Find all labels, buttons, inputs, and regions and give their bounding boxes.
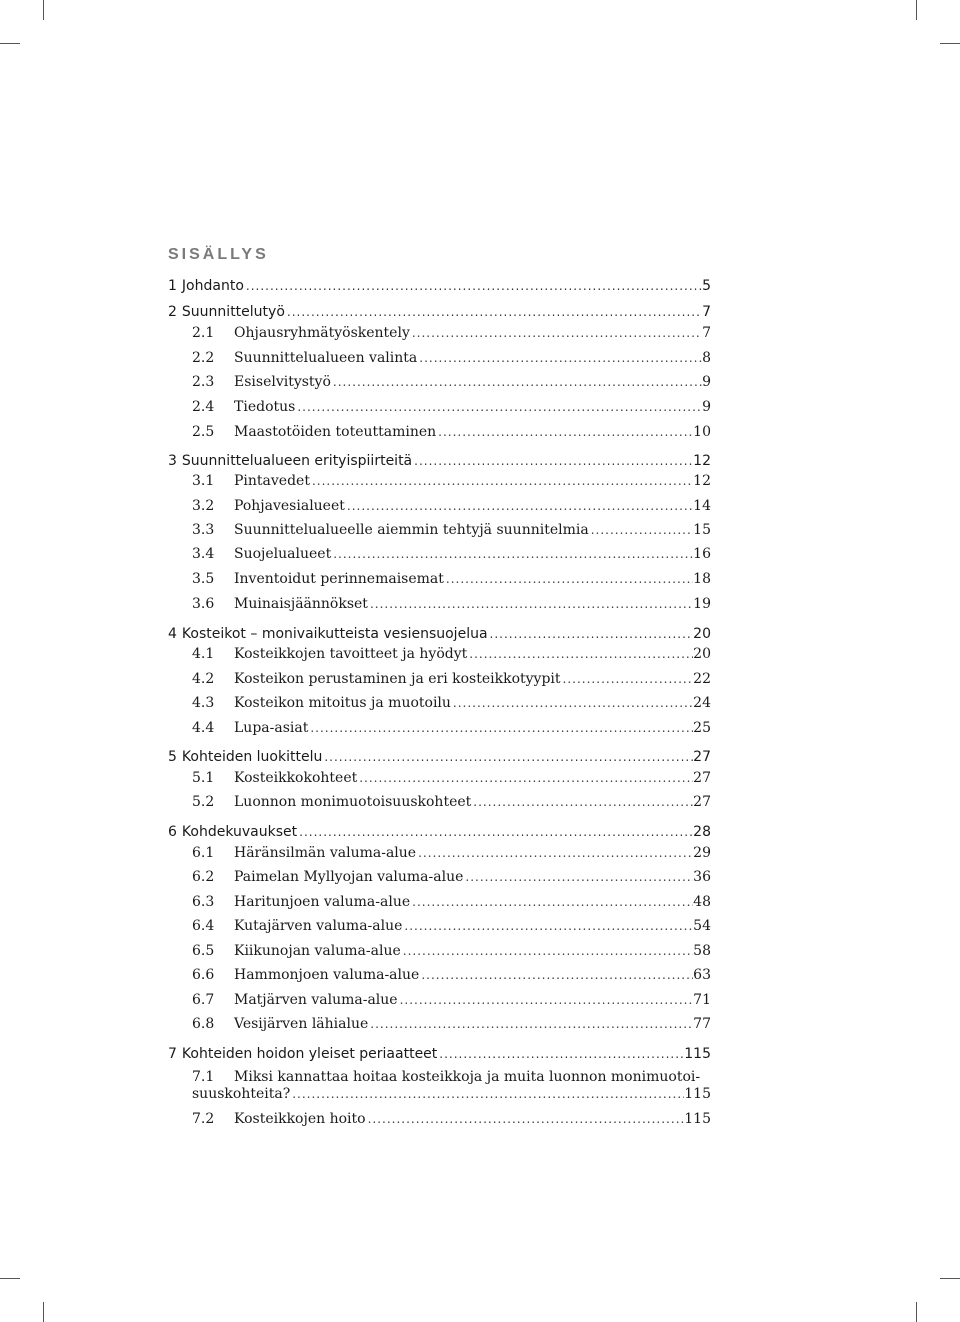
dot-leader (451, 696, 693, 710)
dot-leader (357, 771, 693, 785)
toc-entry[interactable]: 3.1 Pintavedet ..... 12 (168, 473, 711, 489)
toc-entry[interactable]: 3 Suunnittelualueen erityispiirteitä ..... 12 (168, 453, 711, 469)
toc-entry-label: Miksi kannattaa hoitaa kosteikkoja ja muita luonnon monimuotoi- (234, 1069, 701, 1085)
dot-leader (331, 375, 702, 389)
toc-entry-label: Kosteikkojen tavoitteet ja hyödyt (234, 646, 468, 662)
dot-leader (244, 279, 702, 293)
toc-page-number: 14 (693, 498, 711, 514)
toc-entry[interactable]: 6.6 Hammonjoen valuma-alue ..... 63 (168, 967, 711, 983)
toc-entry-label: Tiedotus (234, 399, 296, 415)
toc-entry[interactable]: 5.2 Luonnon monimuotoisuuskohteet ..... 27 (168, 794, 711, 810)
toc-entry-label: Häränsilmän valuma-alue (234, 845, 417, 861)
toc-entry[interactable]: 6.3 Haritunjoen valuma-alue ..... 48 (168, 894, 711, 910)
toc-entry-label: Kosteikot – monivaikutteista vesiensuojelua (181, 626, 488, 642)
crop-mark (916, 0, 917, 20)
dot-leader (285, 305, 702, 319)
dot-leader (366, 1112, 685, 1126)
dot-leader (398, 993, 694, 1007)
toc-entry-label: Lupa-asiat (234, 720, 309, 736)
toc-page-number: 22 (693, 671, 711, 687)
toc-entry[interactable] (168, 1086, 711, 1102)
toc-entry[interactable]: 6.7 Matjärven valuma-alue ..... 71 (168, 992, 711, 1008)
toc-page-number: 71 (693, 992, 711, 1008)
dot-leader (463, 870, 693, 884)
toc-entry[interactable]: 4 Kosteikot – monivaikutteista vesiensuojelua ..... 20 (168, 626, 711, 642)
toc-page-number: 29 (693, 845, 711, 861)
crop-mark (940, 1278, 960, 1279)
toc-page-number: 48 (693, 894, 711, 910)
toc-page-number: 27 (693, 749, 711, 765)
toc-entry[interactable]: 3.5 Inventoidut perinnemaisemat ..... 18 (168, 571, 711, 587)
toc-entry-label: Kosteikkokohteet (234, 770, 358, 786)
toc-entry[interactable]: 7.2 Kosteikkojen hoito ..... 115 (168, 1111, 711, 1127)
toc-entry-label: Suunnittelualueelle aiemmin tehtyjä suunnitelmia (234, 522, 589, 538)
toc-entry-label: Hammonjoen valuma-alue (234, 967, 420, 983)
toc-entry[interactable]: 5.1 Kosteikkokohteet ..... 27 (168, 770, 711, 786)
toc-entry-label: Kutajärven valuma-alue (234, 918, 403, 934)
dot-leader (310, 474, 693, 488)
toc-page-number: 10 (693, 424, 711, 440)
toc-page-number: 20 (693, 646, 711, 662)
dot-leader (416, 846, 693, 860)
crop-mark (916, 1302, 917, 1322)
toc-entry[interactable]: 3.3 Suunnittelualueelle aiemmin tehtyjä suunnitelmia ..... 15 (168, 522, 711, 538)
dot-leader (410, 895, 693, 909)
dot-leader (322, 750, 693, 764)
toc-entry[interactable]: 6.2 Paimelan Myllyojan valuma-alue ..... 36 (168, 869, 711, 885)
dot-leader (368, 1017, 693, 1031)
toc-entry[interactable]: 2.2 Suunnittelualueen valinta ..... 8 (168, 350, 711, 366)
dot-leader (561, 672, 694, 686)
dot-leader (368, 597, 693, 611)
toc-entry-label: Haritunjoen valuma-alue (234, 894, 411, 910)
dot-leader (437, 1047, 684, 1061)
toc-entry[interactable]: 3.6 Muinaisjäännökset ..... 19 (168, 596, 711, 612)
crop-mark (0, 1278, 20, 1279)
toc-page-number: 16 (693, 546, 711, 562)
crop-mark (940, 43, 960, 44)
toc-entry[interactable]: 2.5 Maastotöiden toteuttaminen ..... 10 (168, 424, 711, 440)
dot-leader (290, 1087, 684, 1101)
toc-entry[interactable]: 4.4 Lupa-asiat ..... 25 (168, 720, 711, 736)
toc-entry-label: Maastotöiden toteuttaminen (234, 424, 437, 440)
toc-entry[interactable]: 6.5 Kiikunojan valuma-alue ..... 58 (168, 943, 711, 959)
toc-entry-label: Luonnon monimuotoisuuskohteet (234, 794, 472, 810)
toc-entry-label: Suojelualueet (234, 546, 332, 562)
dot-leader (308, 721, 693, 735)
dot-leader (401, 944, 693, 958)
toc-entry-label: Pintavedet (234, 473, 310, 489)
dot-leader (488, 627, 694, 641)
dot-leader (345, 499, 693, 513)
crop-mark (43, 1302, 44, 1322)
toc-entry-label: Kosteikkojen hoito (234, 1111, 366, 1127)
toc-page-number: 19 (693, 596, 711, 612)
crop-mark (43, 0, 44, 20)
dot-leader (417, 351, 702, 365)
toc-page-number: 7 (702, 325, 711, 341)
toc-title: SISÄLLYS (168, 246, 269, 263)
toc-page-number: 15 (693, 522, 711, 538)
toc-entry-label: Pohjavesialueet (234, 498, 345, 514)
toc-page-number: 115 (684, 1111, 711, 1127)
toc-page-number: 20 (693, 626, 711, 642)
toc-entry-label: Ohjausryhmätyöskentely (234, 325, 410, 341)
dot-leader (467, 647, 693, 661)
dot-leader (419, 968, 693, 982)
dot-leader (410, 326, 702, 340)
toc-entry[interactable]: 2.4 Tiedotus ..... 9 (168, 399, 711, 415)
toc-entry-label: Inventoidut perinnemaisemat (234, 571, 444, 587)
toc-page-number: 9 (702, 374, 711, 390)
toc-entry-label: Kosteikon mitoitus ja muotoilu (234, 695, 451, 711)
toc-entry[interactable]: 2 Suunnittelutyö ..... 7 (168, 304, 711, 320)
toc-entry-wrapped-first-line[interactable]: 7.1 Miksi kannattaa hoitaa kosteikkoja ja muita luonnon monimuotoi- (192, 1069, 701, 1085)
toc-page-number: 58 (693, 943, 711, 959)
dot-leader (589, 523, 693, 537)
toc-entry-label: Johdanto (181, 278, 244, 294)
dot-leader (297, 825, 693, 839)
toc-entry-label: suuskohteita? (192, 1086, 291, 1102)
toc-entry-label: Muinaisjäännökset (234, 596, 368, 612)
toc-page-number: 115 (684, 1086, 711, 1102)
toc-entry-label: Matjärven valuma-alue (234, 992, 398, 1008)
toc-page-number: 27 (693, 794, 711, 810)
toc-page-number: 36 (693, 869, 711, 885)
dot-leader (331, 547, 693, 561)
dot-leader (471, 795, 693, 809)
toc-entry[interactable]: 5 Kohteiden luokittelu ..... 27 (168, 749, 711, 765)
dot-leader (444, 572, 693, 586)
toc-entry-label: Kosteikon perustaminen ja eri kosteikkotyypit (234, 671, 561, 687)
toc-page-number: 77 (693, 1016, 711, 1032)
toc-page-number: 27 (693, 770, 711, 786)
toc-page-number: 25 (693, 720, 711, 736)
toc-page-number: 12 (693, 473, 711, 489)
toc-entry-label: Paimelan Myllyojan valuma-alue (234, 869, 464, 885)
toc-page-number: 9 (702, 399, 711, 415)
toc-entry[interactable]: 2.1 Ohjausryhmätyöskentely ..... 7 (168, 325, 711, 341)
toc-entry[interactable]: 6.4 Kutajärven valuma-alue ..... 54 (168, 918, 711, 934)
toc-page-number: 63 (693, 967, 711, 983)
toc-page-number: 7 (702, 304, 711, 320)
toc-page-number: 12 (693, 453, 711, 469)
dot-leader (402, 919, 693, 933)
crop-mark (0, 43, 20, 44)
toc-page-number: 54 (693, 918, 711, 934)
toc-entry-label: Suunnittelualueen valinta (234, 350, 418, 366)
toc-page-number: 28 (693, 824, 711, 840)
toc-entry-label: Kohteiden hoidon yleiset periaatteet (181, 1046, 438, 1062)
toc-entry-label: Suunnittelutyö (181, 304, 285, 320)
toc-page-number: 8 (702, 350, 711, 366)
toc-entry-label: Vesijärven lähialue (234, 1016, 369, 1032)
dot-leader (295, 400, 702, 414)
toc-page-number: 5 (702, 278, 711, 294)
toc-page-number: 24 (693, 695, 711, 711)
toc-entry[interactable]: 3.4 Suojelualueet ..... 16 (168, 546, 711, 562)
toc-entry[interactable]: 4.2 Kosteikon perustaminen ja eri kosteikkotyypit ..... 22 (168, 671, 711, 687)
toc-entry[interactable]: 6.8 Vesijärven lähialue ..... 77 (168, 1016, 711, 1032)
dot-leader (412, 454, 693, 468)
toc-entry[interactable]: 6 Kohdekuvaukset ..... 28 (168, 824, 711, 840)
toc-entry[interactable]: 4.3 Kosteikon mitoitus ja muotoilu ..... 24 (168, 695, 711, 711)
toc-entry[interactable]: 2.3 Esiselvitystyö ..... 9 (168, 374, 711, 390)
toc-entry-label: Kiikunojan valuma-alue (234, 943, 401, 959)
toc-entry[interactable]: 1 Johdanto ..... 5 (168, 278, 711, 294)
toc-entry[interactable]: 4.1 Kosteikkojen tavoitteet ja hyödyt ..... 20 (168, 646, 711, 662)
toc-entry-label: Kohdekuvaukset (181, 824, 298, 840)
toc-entry-label: Esiselvitystyö (234, 374, 331, 390)
toc-page-number: 18 (693, 571, 711, 587)
toc-entry-label: Suunnittelualueen erityispiirteitä (181, 453, 413, 469)
toc-entry[interactable]: 7 Kohteiden hoidon yleiset periaatteet ..... 115 (168, 1046, 711, 1062)
toc-page-number: 115 (684, 1046, 711, 1062)
toc-entry[interactable]: 6.1 Häränsilmän valuma-alue ..... 29 (168, 845, 711, 861)
toc-entry[interactable]: 3.2 Pohjavesialueet ..... 14 (168, 498, 711, 514)
dot-leader (436, 425, 693, 439)
toc-entry-label: Kohteiden luokittelu (181, 749, 323, 765)
